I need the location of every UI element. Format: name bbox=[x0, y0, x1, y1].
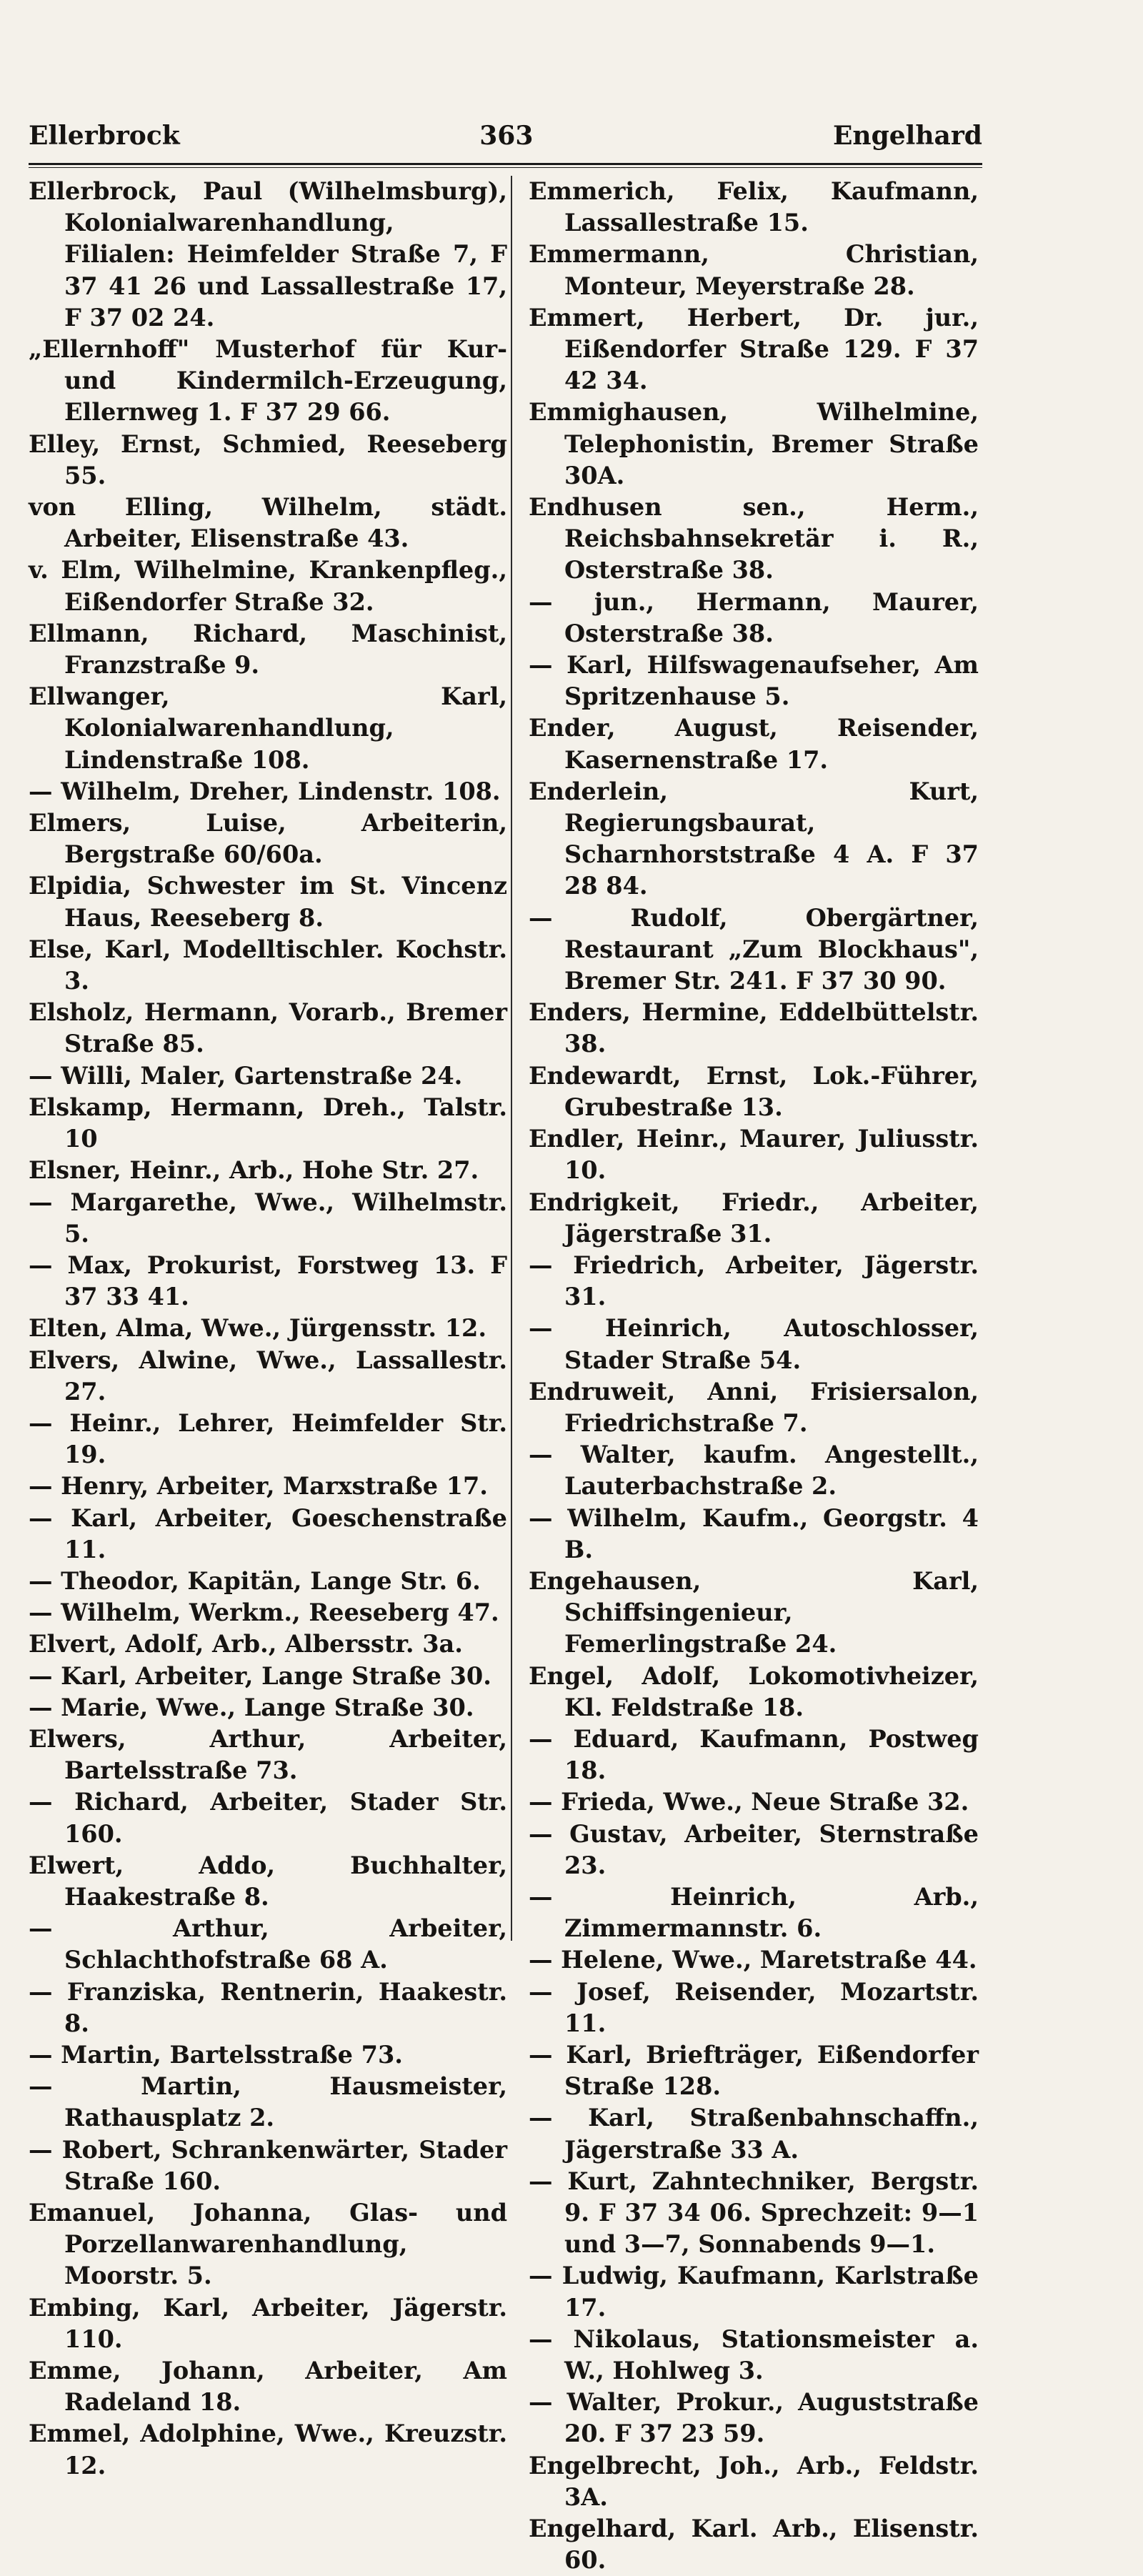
directory-entry: Emmerich, Felix, Kaufmann, Lassallestraße 15. bbox=[529, 177, 979, 237]
directory-entry: Elten, Alma, Wwe., Jürgensstr. 12. bbox=[29, 1314, 487, 1343]
directory-entry: Emmert, Herbert, Dr. jur., Eißendorfer Straße 129. F 37 42 34. bbox=[529, 303, 979, 395]
directory-entry: — Frieda, Wwe., Neue Straße 32. bbox=[529, 1788, 969, 1816]
directory-entry: Embing, Karl, Arbeiter, Jägerstr. 110. bbox=[29, 2293, 507, 2353]
directory-entry: Elmers, Luise, Arbeiterin, Bergstraße 60/60a. bbox=[29, 809, 507, 869]
directory-entry: Elley, Ernst, Schmied, Reeseberg 55. bbox=[29, 429, 507, 489]
directory-entry: — Friedrich, Arbeiter, Jägerstr. 31. bbox=[529, 1250, 979, 1311]
directory-entry: — Rudolf, Obergärtner, Restaurant „Zum Blockhaus", Bremer Str. 241. F 37 30 90. bbox=[529, 903, 979, 995]
directory-entry: Enderlein, Kurt, Regierungsbaurat, Scharnhorststraße 4 A. F 37 28 84. bbox=[529, 777, 979, 900]
directory-entry: — Willi, Maler, Gartenstraße 24. bbox=[29, 1061, 463, 1090]
directory-entry: „Ellernhoff" Musterhof für Kur- und Kindermilch-Erzeugung, Ellernweg 1. F 37 29 66. bbox=[29, 335, 507, 427]
directory-entry: — Kurt, Zahntechniker, Bergstr. 9. F 37 34 06. Sprechzeit: 9—1 und 3—7, Sonnabends 9—1. bbox=[529, 2167, 979, 2259]
directory-entry: Elwert, Addo, Buchhalter, Haakestraße 8. bbox=[29, 1851, 507, 1911]
directory-entry: — Wilhelm, Dreher, Lindenstr. 108. bbox=[29, 777, 501, 805]
page-number: 363 bbox=[479, 121, 534, 151]
directory-entry: — Eduard, Kaufmann, Postweg 18. bbox=[529, 1724, 979, 1785]
directory-entry: — Nikolaus, Stationsmeister a. W., Hohlweg 3. bbox=[529, 2324, 979, 2385]
directory-entry: — Wilhelm, Werkm., Reeseberg 47. bbox=[29, 1598, 499, 1627]
directory-entry: Ellerbrock, Paul (Wilhelmsburg), Kolonialwarenhandlung, Filialen: Heimfelder Straße 7, F 37 41 26 und Lassallestraße 17, F 37 02 24. bbox=[29, 177, 507, 332]
directory-entry: — Franziska, Rentnerin, Haakestr. 8. bbox=[29, 1977, 507, 2037]
directory-entry: Endhusen sen., Herm., Reichsbahnsekretär i. R., Osterstraße 38. bbox=[529, 493, 979, 585]
directory-entry: — Richard, Arbeiter, Stader Str. 160. bbox=[29, 1788, 507, 1848]
directory-entry: Elsner, Heinr., Arb., Hohe Str. 27. bbox=[29, 1156, 479, 1185]
directory-entry: Emanuel, Johanna, Glas- und Porzellanwarenhandlung, Moorstr. 5. bbox=[29, 2199, 507, 2290]
directory-entry: Elvers, Alwine, Wwe., Lassallestr. 27. bbox=[29, 1346, 507, 1406]
directory-entry: Ellwanger, Karl, Kolonialwarenhandlung, Lindenstraße 108. bbox=[29, 682, 507, 774]
directory-entry: Emmighausen, Wilhelmine, Telephonistin, Bremer Straße 30A. bbox=[529, 398, 979, 489]
directory-entry: Engelbrecht, Joh., Arb., Feldstr. 3A. bbox=[529, 2451, 979, 2511]
directory-entry: — Helene, Wwe., Maretstraße 44. bbox=[529, 1946, 977, 1974]
directory-entry: Endewardt, Ernst, Lok.-Führer, Grubestraße 13. bbox=[529, 1061, 979, 1121]
directory-entry: Elwers, Arthur, Arbeiter, Bartelsstraße 73. bbox=[29, 1724, 507, 1785]
directory-entry: — Martin, Hausmeister, Rathausplatz 2. bbox=[29, 2072, 507, 2132]
directory-entry: — Karl, Briefträger, Eißendorfer Straße 128. bbox=[529, 2040, 979, 2101]
right-column bbox=[529, 176, 979, 2576]
directory-entry: — jun., Hermann, Maurer, Osterstraße 38. bbox=[529, 587, 979, 647]
directory-entry: — Martin, Bartelsstraße 73. bbox=[29, 2040, 403, 2069]
column-divider bbox=[511, 176, 512, 1941]
directory-entry: v. Elm, Wilhelmine, Krankenpfleg., Eißendorfer Straße 32. bbox=[29, 556, 507, 616]
directory-entry: Enders, Hermine, Eddelbüttelstr. 38. bbox=[529, 998, 979, 1058]
directory-entry: Engel, Adolf, Lokomotivheizer, Kl. Feldstraße 18. bbox=[529, 1661, 979, 1721]
directory-entry: — Walter, kaufm. Angestellt., Lauterbachstraße 2. bbox=[529, 1441, 979, 1501]
directory-entry: Engelhard, Karl. Arb., Elisenstr. 60. bbox=[529, 2515, 979, 2575]
directory-entry: Else, Karl, Modelltischler. Kochstr. 3. bbox=[29, 935, 507, 995]
directory-entry: Emmel, Adolphine, Wwe., Kreuzstr. 12. bbox=[29, 2420, 507, 2480]
directory-entry: Emme, Johann, Arbeiter, Am Radeland 18. bbox=[29, 2357, 507, 2417]
directory-entry: — Wilhelm, Kaufm., Georgstr. 4 B. bbox=[529, 1503, 979, 1563]
directory-entry: Elpidia, Schwester im St. Vincenz Haus, Reeseberg 8. bbox=[29, 872, 507, 932]
header-left-keyword: Ellerbrock bbox=[29, 121, 180, 151]
directory-entry: Engehausen, Karl, Schiffsingenieur, Femerlingstraße 24. bbox=[529, 1566, 979, 1659]
page-header bbox=[29, 114, 982, 157]
directory-entry: — Karl, Arbeiter, Lange Straße 30. bbox=[29, 1661, 491, 1690]
left-column bbox=[29, 176, 507, 2482]
header-rule-thick bbox=[29, 163, 982, 165]
directory-entry: Elskamp, Hermann, Dreh., Talstr. 10 bbox=[29, 1093, 507, 1153]
directory-entry: — Henry, Arbeiter, Marxstraße 17. bbox=[29, 1472, 488, 1501]
directory-entry: — Gustav, Arbeiter, Sternstraße 23. bbox=[529, 1819, 979, 1879]
directory-entry: — Heinr., Lehrer, Heimfelder Str. 19. bbox=[29, 1408, 507, 1469]
directory-entry: — Heinrich, Arb., Zimmermannstr. 6. bbox=[529, 1882, 979, 1943]
directory-entry: Endruweit, Anni, Frisiersalon, Friedrichstraße 7. bbox=[529, 1377, 979, 1437]
directory-entry: — Karl, Arbeiter, Goeschenstraße 11. bbox=[29, 1503, 507, 1563]
directory-entry: Elvert, Adolf, Arb., Albersstr. 3a. bbox=[29, 1630, 463, 1659]
directory-entry: Endrigkeit, Friedr., Arbeiter, Jägerstraße 31. bbox=[529, 1188, 979, 1248]
directory-entry: — Karl, Straßenbahnschaffn., Jägerstraße 33 A. bbox=[529, 2104, 979, 2164]
directory-entry: — Karl, Hilfswagenaufseher, Am Spritzenhause 5. bbox=[529, 651, 979, 711]
directory-entry: — Max, Prokurist, Forstweg 13. F 37 33 41. bbox=[29, 1250, 507, 1311]
directory-entry: — Arthur, Arbeiter, Schlachthofstraße 68 A. bbox=[29, 1914, 507, 1974]
directory-entry: — Marie, Wwe., Lange Straße 30. bbox=[29, 1693, 474, 1721]
directory-entry: — Walter, Prokur., Auguststraße 20. F 37 23 59. bbox=[529, 2388, 979, 2448]
directory-entry: — Margarethe, Wwe., Wilhelmstr. 5. bbox=[29, 1188, 507, 1248]
directory-entry: Elsholz, Hermann, Vorarb., Bremer Straße 85. bbox=[29, 998, 507, 1058]
directory-entry: — Josef, Reisender, Mozartstr. 11. bbox=[529, 1977, 979, 2037]
directory-entry: — Ludwig, Kaufmann, Karlstraße 17. bbox=[529, 2262, 979, 2322]
directory-entry: — Theodor, Kapitän, Lange Str. 6. bbox=[29, 1566, 481, 1595]
header-rule-thin bbox=[29, 167, 982, 168]
directory-entry: Emmermann, Christian, Monteur, Meyerstraße 28. bbox=[529, 240, 979, 300]
directory-entry: Ellmann, Richard, Maschinist, Franzstraße 9. bbox=[29, 619, 507, 680]
directory-entry: Endler, Heinr., Maurer, Juliusstr. 10. bbox=[529, 1125, 979, 1185]
directory-entry: — Robert, Schrankenwärter, Stader Straße 160. bbox=[29, 2135, 507, 2195]
header-right-keyword: Engelhard bbox=[832, 121, 982, 151]
directory-entry: Ender, August, Reisender, Kasernenstraße 17. bbox=[529, 714, 979, 774]
directory-entry: — Heinrich, Autoschlosser, Stader Straße 54. bbox=[529, 1314, 979, 1374]
directory-entry: von Elling, Wilhelm, städt. Arbeiter, Elisenstraße 43. bbox=[29, 493, 507, 553]
